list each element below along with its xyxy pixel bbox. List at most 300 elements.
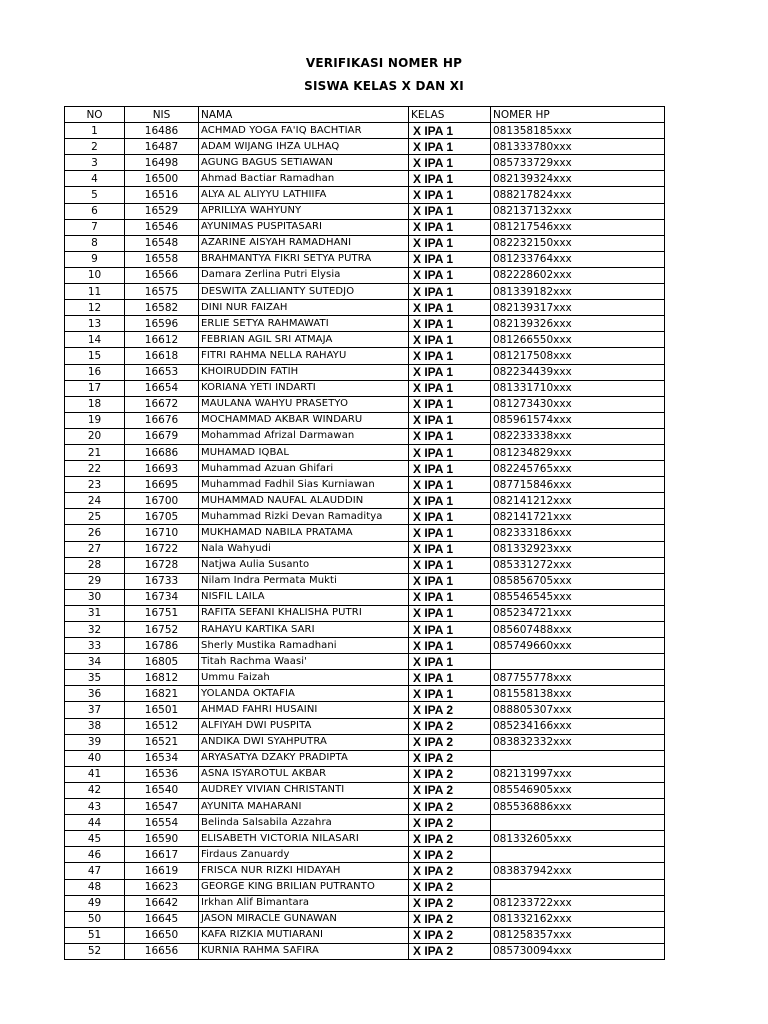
cell-no: 3 [65,155,125,171]
table-row [65,782,665,798]
cell-nama: FEBRIAN AGIL SRI ATMAJA [199,332,409,348]
table-row [65,879,665,895]
cell-nis: 16642 [125,895,199,911]
cell-nis: 16679 [125,428,199,444]
cell-hp: 081266550xxx [491,332,665,348]
cell-nis: 16695 [125,477,199,493]
table-row [65,815,665,831]
cell-nama: Belinda Salsabila Azzahra [199,815,409,831]
cell-kelas: X IPA 2 [409,895,491,911]
table-row [65,477,665,493]
cell-no: 28 [65,557,125,573]
cell-nama: MUHAMAD IQBAL [199,444,409,460]
cell-nis: 16676 [125,412,199,428]
cell-no: 9 [65,251,125,267]
cell-hp: 081333780xxx [491,139,665,155]
table-row [65,557,665,573]
cell-no: 6 [65,203,125,219]
table-row [65,831,665,847]
cell-nama: AHMAD FAHRI HUSAINI [199,702,409,718]
cell-nama: Mohammad Afrizal Darmawan [199,428,409,444]
cell-no: 49 [65,895,125,911]
cell-nama: Irkhan Alif Bimantara [199,895,409,911]
cell-hp [491,654,665,670]
cell-hp: 081331710xxx [491,380,665,396]
cell-nama: Nilam Indra Permata Mukti [199,573,409,589]
cell-nama: ASNA ISYAROTUL AKBAR [199,766,409,782]
cell-kelas: X IPA 2 [409,943,491,959]
cell-nama: MOCHAMMAD AKBAR WINDARU [199,412,409,428]
table-row [65,799,665,815]
cell-nama: ACHMAD YOGA FA'IQ BACHTIAR [199,123,409,139]
cell-hp: 081558138xxx [491,686,665,702]
cell-kelas: X IPA 1 [409,300,491,316]
cell-nama: GEORGE KING BRILIAN PUTRANTO [199,879,409,895]
cell-no: 17 [65,380,125,396]
table-row [65,235,665,251]
table-row [65,750,665,766]
document-subtitle: SISWA KELAS X DAN XI [304,79,464,93]
cell-nama: ANDIKA DWI SYAHPUTRA [199,734,409,750]
cell-nis: 16733 [125,573,199,589]
cell-hp: 085733729xxx [491,155,665,171]
cell-nis: 16558 [125,251,199,267]
cell-no: 40 [65,750,125,766]
header-no: NO [65,107,125,123]
table-row [65,509,665,525]
cell-no: 44 [65,815,125,831]
cell-nama: FITRI RAHMA NELLA RAHAYU [199,348,409,364]
cell-hp: 085961574xxx [491,412,665,428]
cell-no: 46 [65,847,125,863]
cell-nis: 16805 [125,654,199,670]
cell-no: 30 [65,589,125,605]
cell-nis: 16705 [125,509,199,525]
cell-hp: 085730094xxx [491,943,665,959]
cell-nis: 16534 [125,750,199,766]
cell-no: 16 [65,364,125,380]
cell-nama: RAFITA SEFANI KHALISHA PUTRI [199,605,409,621]
cell-nama: KHOIRUDDIN FATIH [199,364,409,380]
cell-hp: 083832332xxx [491,734,665,750]
table-row [65,316,665,332]
cell-hp: 081358185xxx [491,123,665,139]
cell-kelas: X IPA 1 [409,589,491,605]
table-row [65,348,665,364]
cell-no: 26 [65,525,125,541]
cell-kelas: X IPA 1 [409,348,491,364]
cell-no: 43 [65,799,125,815]
cell-hp: 088805307xxx [491,702,665,718]
cell-nis: 16547 [125,799,199,815]
cell-no: 33 [65,638,125,654]
cell-hp: 081233722xxx [491,895,665,911]
cell-kelas: X IPA 1 [409,332,491,348]
cell-nama: Nala Wahyudi [199,541,409,557]
cell-nama: MUKHAMAD NABILA PRATAMA [199,525,409,541]
cell-nis: 16590 [125,831,199,847]
cell-kelas: X IPA 2 [409,782,491,798]
table-row [65,847,665,863]
cell-nis: 16653 [125,364,199,380]
cell-hp: 082131997xxx [491,766,665,782]
cell-kelas: X IPA 1 [409,686,491,702]
cell-hp: 085607488xxx [491,622,665,638]
table-row [65,718,665,734]
cell-hp: 082137132xxx [491,203,665,219]
cell-nama: ERLIE SETYA RAHMAWATI [199,316,409,332]
cell-hp: 082228602xxx [491,267,665,283]
cell-nis: 16623 [125,879,199,895]
cell-kelas: X IPA 1 [409,284,491,300]
cell-no: 32 [65,622,125,638]
cell-nis: 16617 [125,847,199,863]
cell-nis: 16596 [125,316,199,332]
cell-kelas: X IPA 2 [409,831,491,847]
table-row [65,187,665,203]
cell-nis: 16786 [125,638,199,654]
cell-nis: 16487 [125,139,199,155]
cell-kelas: X IPA 1 [409,670,491,686]
cell-kelas: X IPA 1 [409,444,491,460]
table-row [65,412,665,428]
cell-nis: 16536 [125,766,199,782]
cell-nama: AYUNIMAS PUSPITASARI [199,219,409,235]
table-row [65,219,665,235]
cell-nama: YOLANDA OKTAFIA [199,686,409,702]
cell-kelas: X IPA 1 [409,139,491,155]
table-row [65,267,665,283]
cell-kelas: X IPA 2 [409,847,491,863]
cell-hp: 085856705xxx [491,573,665,589]
cell-hp: 081332605xxx [491,831,665,847]
table-row [65,251,665,267]
cell-no: 41 [65,766,125,782]
cell-kelas: X IPA 2 [409,718,491,734]
cell-kelas: X IPA 1 [409,219,491,235]
cell-hp: 081273430xxx [491,396,665,412]
cell-nis: 16710 [125,525,199,541]
cell-kelas: X IPA 2 [409,766,491,782]
table-row [65,525,665,541]
table-row [65,396,665,412]
cell-kelas: X IPA 1 [409,396,491,412]
cell-kelas: X IPA 1 [409,171,491,187]
cell-kelas: X IPA 2 [409,734,491,750]
cell-nis: 16548 [125,235,199,251]
cell-kelas: X IPA 1 [409,541,491,557]
cell-nama: Titah Rachma Waasi' [199,654,409,670]
cell-no: 47 [65,863,125,879]
cell-nis: 16498 [125,155,199,171]
table-row [65,670,665,686]
cell-nama: MUHAMMAD NAUFAL ALAUDDIN [199,493,409,509]
cell-no: 15 [65,348,125,364]
cell-nis: 16582 [125,300,199,316]
cell-no: 36 [65,686,125,702]
cell-kelas: X IPA 1 [409,235,491,251]
cell-nama: ARYASATYA DZAKY PRADIPTA [199,750,409,766]
cell-nama: DINI NUR FAIZAH [199,300,409,316]
cell-nis: 16619 [125,863,199,879]
cell-no: 51 [65,927,125,943]
cell-nama: Sherly Mustika Ramadhani [199,638,409,654]
table-row [65,139,665,155]
cell-nis: 16821 [125,686,199,702]
cell-kelas: X IPA 1 [409,605,491,621]
cell-no: 12 [65,300,125,316]
cell-no: 25 [65,509,125,525]
cell-kelas: X IPA 1 [409,573,491,589]
cell-no: 11 [65,284,125,300]
cell-hp: 082232150xxx [491,235,665,251]
table-body [65,123,665,960]
cell-nis: 16501 [125,702,199,718]
table-row [65,863,665,879]
cell-hp [491,847,665,863]
cell-nama: KORIANA YETI INDARTI [199,380,409,396]
cell-nama: JASON MIRACLE GUNAWAN [199,911,409,927]
cell-nama: MAULANA WAHYU PRASETYO [199,396,409,412]
cell-kelas: X IPA 2 [409,863,491,879]
cell-hp: 085234721xxx [491,605,665,621]
cell-no: 50 [65,911,125,927]
cell-no: 13 [65,316,125,332]
cell-hp: 082141721xxx [491,509,665,525]
table-row [65,380,665,396]
table-row [65,589,665,605]
cell-no: 7 [65,219,125,235]
cell-kelas: X IPA 1 [409,493,491,509]
cell-kelas: X IPA 1 [409,412,491,428]
cell-hp: 085536886xxx [491,799,665,815]
cell-kelas: X IPA 2 [409,750,491,766]
table-row [65,943,665,959]
cell-nis: 16654 [125,380,199,396]
cell-kelas: X IPA 1 [409,461,491,477]
cell-hp: 081234829xxx [491,444,665,460]
student-phone-table [64,106,665,960]
cell-nis: 16566 [125,267,199,283]
cell-kelas: X IPA 1 [409,203,491,219]
cell-nis: 16656 [125,943,199,959]
cell-nis: 16540 [125,782,199,798]
cell-hp: 085331272xxx [491,557,665,573]
cell-hp: 085546545xxx [491,589,665,605]
cell-hp: 083837942xxx [491,863,665,879]
cell-kelas: X IPA 1 [409,155,491,171]
table-row [65,171,665,187]
cell-nama: Damara Zerlina Putri Elysia [199,267,409,283]
cell-nis: 16686 [125,444,199,460]
table-row [65,155,665,171]
table-row [65,300,665,316]
cell-kelas: X IPA 1 [409,267,491,283]
cell-kelas: X IPA 1 [409,428,491,444]
table-row [65,702,665,718]
cell-nama: Muhammad Rizki Devan Ramaditya [199,509,409,525]
cell-no: 38 [65,718,125,734]
cell-kelas: X IPA 2 [409,911,491,927]
cell-hp: 082333186xxx [491,525,665,541]
cell-nis: 16734 [125,589,199,605]
table-row [65,734,665,750]
cell-nama: NISFIL LAILA [199,589,409,605]
cell-nis: 16700 [125,493,199,509]
cell-nama: KURNIA RAHMA SAFIRA [199,943,409,959]
cell-hp: 085234166xxx [491,718,665,734]
cell-hp: 082139317xxx [491,300,665,316]
cell-nama: Ummu Faizah [199,670,409,686]
table-row [65,332,665,348]
cell-nama: KAFA RIZKIA MUTIARANI [199,927,409,943]
cell-kelas: X IPA 2 [409,799,491,815]
table-row [65,895,665,911]
cell-nis: 16512 [125,718,199,734]
table-row [65,686,665,702]
header-kelas: KELAS [409,107,491,123]
table-row [65,605,665,621]
cell-nama: ALFIYAH DWI PUSPITA [199,718,409,734]
cell-nama: ELISABETH VICTORIA NILASARI [199,831,409,847]
cell-nama: AZARINE AISYAH RAMADHANI [199,235,409,251]
cell-hp: 081217546xxx [491,219,665,235]
cell-hp: 082234439xxx [491,364,665,380]
table-row [65,364,665,380]
table-row [65,622,665,638]
cell-no: 2 [65,139,125,155]
table-header-row [65,107,665,123]
cell-hp: 081332923xxx [491,541,665,557]
cell-kelas: X IPA 1 [409,187,491,203]
cell-kelas: X IPA 1 [409,509,491,525]
cell-hp: 088217824xxx [491,187,665,203]
cell-nama: AGUNG BAGUS SETIAWAN [199,155,409,171]
cell-no: 24 [65,493,125,509]
cell-no: 1 [65,123,125,139]
cell-kelas: X IPA 1 [409,380,491,396]
cell-nama: BRAHMANTYA FIKRI SETYA PUTRA [199,251,409,267]
cell-hp [491,815,665,831]
cell-nama: APRILLYA WAHYUNY [199,203,409,219]
document-title: VERIFIKASI NOMER HP [305,56,463,70]
table-row [65,654,665,670]
table-row [65,428,665,444]
cell-hp: 085749660xxx [491,638,665,654]
cell-no: 22 [65,461,125,477]
cell-hp: 081233764xxx [491,251,665,267]
table-row [65,911,665,927]
cell-no: 19 [65,412,125,428]
cell-nis: 16645 [125,911,199,927]
cell-no: 34 [65,654,125,670]
cell-hp: 081332162xxx [491,911,665,927]
table-row [65,766,665,782]
cell-nama: Natjwa Aulia Susanto [199,557,409,573]
cell-kelas: X IPA 1 [409,557,491,573]
cell-kelas: X IPA 1 [409,123,491,139]
cell-hp [491,750,665,766]
cell-nama: AUDREY VIVIAN CHRISTANTI [199,782,409,798]
cell-nama: Firdaus Zanuardy [199,847,409,863]
cell-nis: 16612 [125,332,199,348]
cell-hp: 082233338xxx [491,428,665,444]
table-row [65,123,665,139]
cell-kelas: X IPA 1 [409,477,491,493]
cell-nis: 16554 [125,815,199,831]
cell-nama: ALYA AL ALIYYU LATHIIFA [199,187,409,203]
cell-nis: 16672 [125,396,199,412]
cell-nis: 16722 [125,541,199,557]
cell-no: 29 [65,573,125,589]
cell-no: 14 [65,332,125,348]
cell-nama: DESWITA ZALLIANTY SUTEDJO [199,284,409,300]
cell-nis: 16575 [125,284,199,300]
table-row [65,203,665,219]
cell-nis: 16486 [125,123,199,139]
cell-nis: 16728 [125,557,199,573]
header-hp: NOMER HP [491,107,665,123]
cell-kelas: X IPA 1 [409,364,491,380]
table-row [65,573,665,589]
cell-hp: 081339182xxx [491,284,665,300]
cell-no: 35 [65,670,125,686]
cell-nama: Muhammad Azuan Ghifari [199,461,409,477]
cell-nis: 16521 [125,734,199,750]
cell-no: 21 [65,444,125,460]
cell-nis: 16693 [125,461,199,477]
cell-no: 42 [65,782,125,798]
cell-kelas: X IPA 1 [409,622,491,638]
cell-nis: 16812 [125,670,199,686]
cell-nis: 16529 [125,203,199,219]
table-row [65,638,665,654]
cell-nama: AYUNITA MAHARANI [199,799,409,815]
table-row [65,444,665,460]
cell-no: 45 [65,831,125,847]
table-row [65,493,665,509]
cell-nama: Muhammad Fadhil Sias Kurniawan [199,477,409,493]
cell-nis: 16751 [125,605,199,621]
cell-nama: RAHAYU KARTIKA SARI [199,622,409,638]
table-row [65,461,665,477]
cell-kelas: X IPA 1 [409,638,491,654]
cell-kelas: X IPA 2 [409,927,491,943]
cell-kelas: X IPA 2 [409,815,491,831]
cell-hp: 082245765xxx [491,461,665,477]
cell-no: 48 [65,879,125,895]
cell-no: 4 [65,171,125,187]
cell-nis: 16618 [125,348,199,364]
cell-nis: 16650 [125,927,199,943]
cell-no: 39 [65,734,125,750]
table-row [65,927,665,943]
cell-no: 23 [65,477,125,493]
cell-hp [491,879,665,895]
cell-hp: 081217508xxx [491,348,665,364]
cell-no: 27 [65,541,125,557]
cell-no: 10 [65,267,125,283]
cell-no: 52 [65,943,125,959]
cell-nama: ADAM WIJANG IHZA ULHAQ [199,139,409,155]
table-row [65,541,665,557]
cell-kelas: X IPA 2 [409,879,491,895]
cell-nis: 16752 [125,622,199,638]
cell-kelas: X IPA 1 [409,316,491,332]
cell-hp: 087715846xxx [491,477,665,493]
cell-kelas: X IPA 1 [409,251,491,267]
cell-nama: Ahmad Bactiar Ramadhan [199,171,409,187]
